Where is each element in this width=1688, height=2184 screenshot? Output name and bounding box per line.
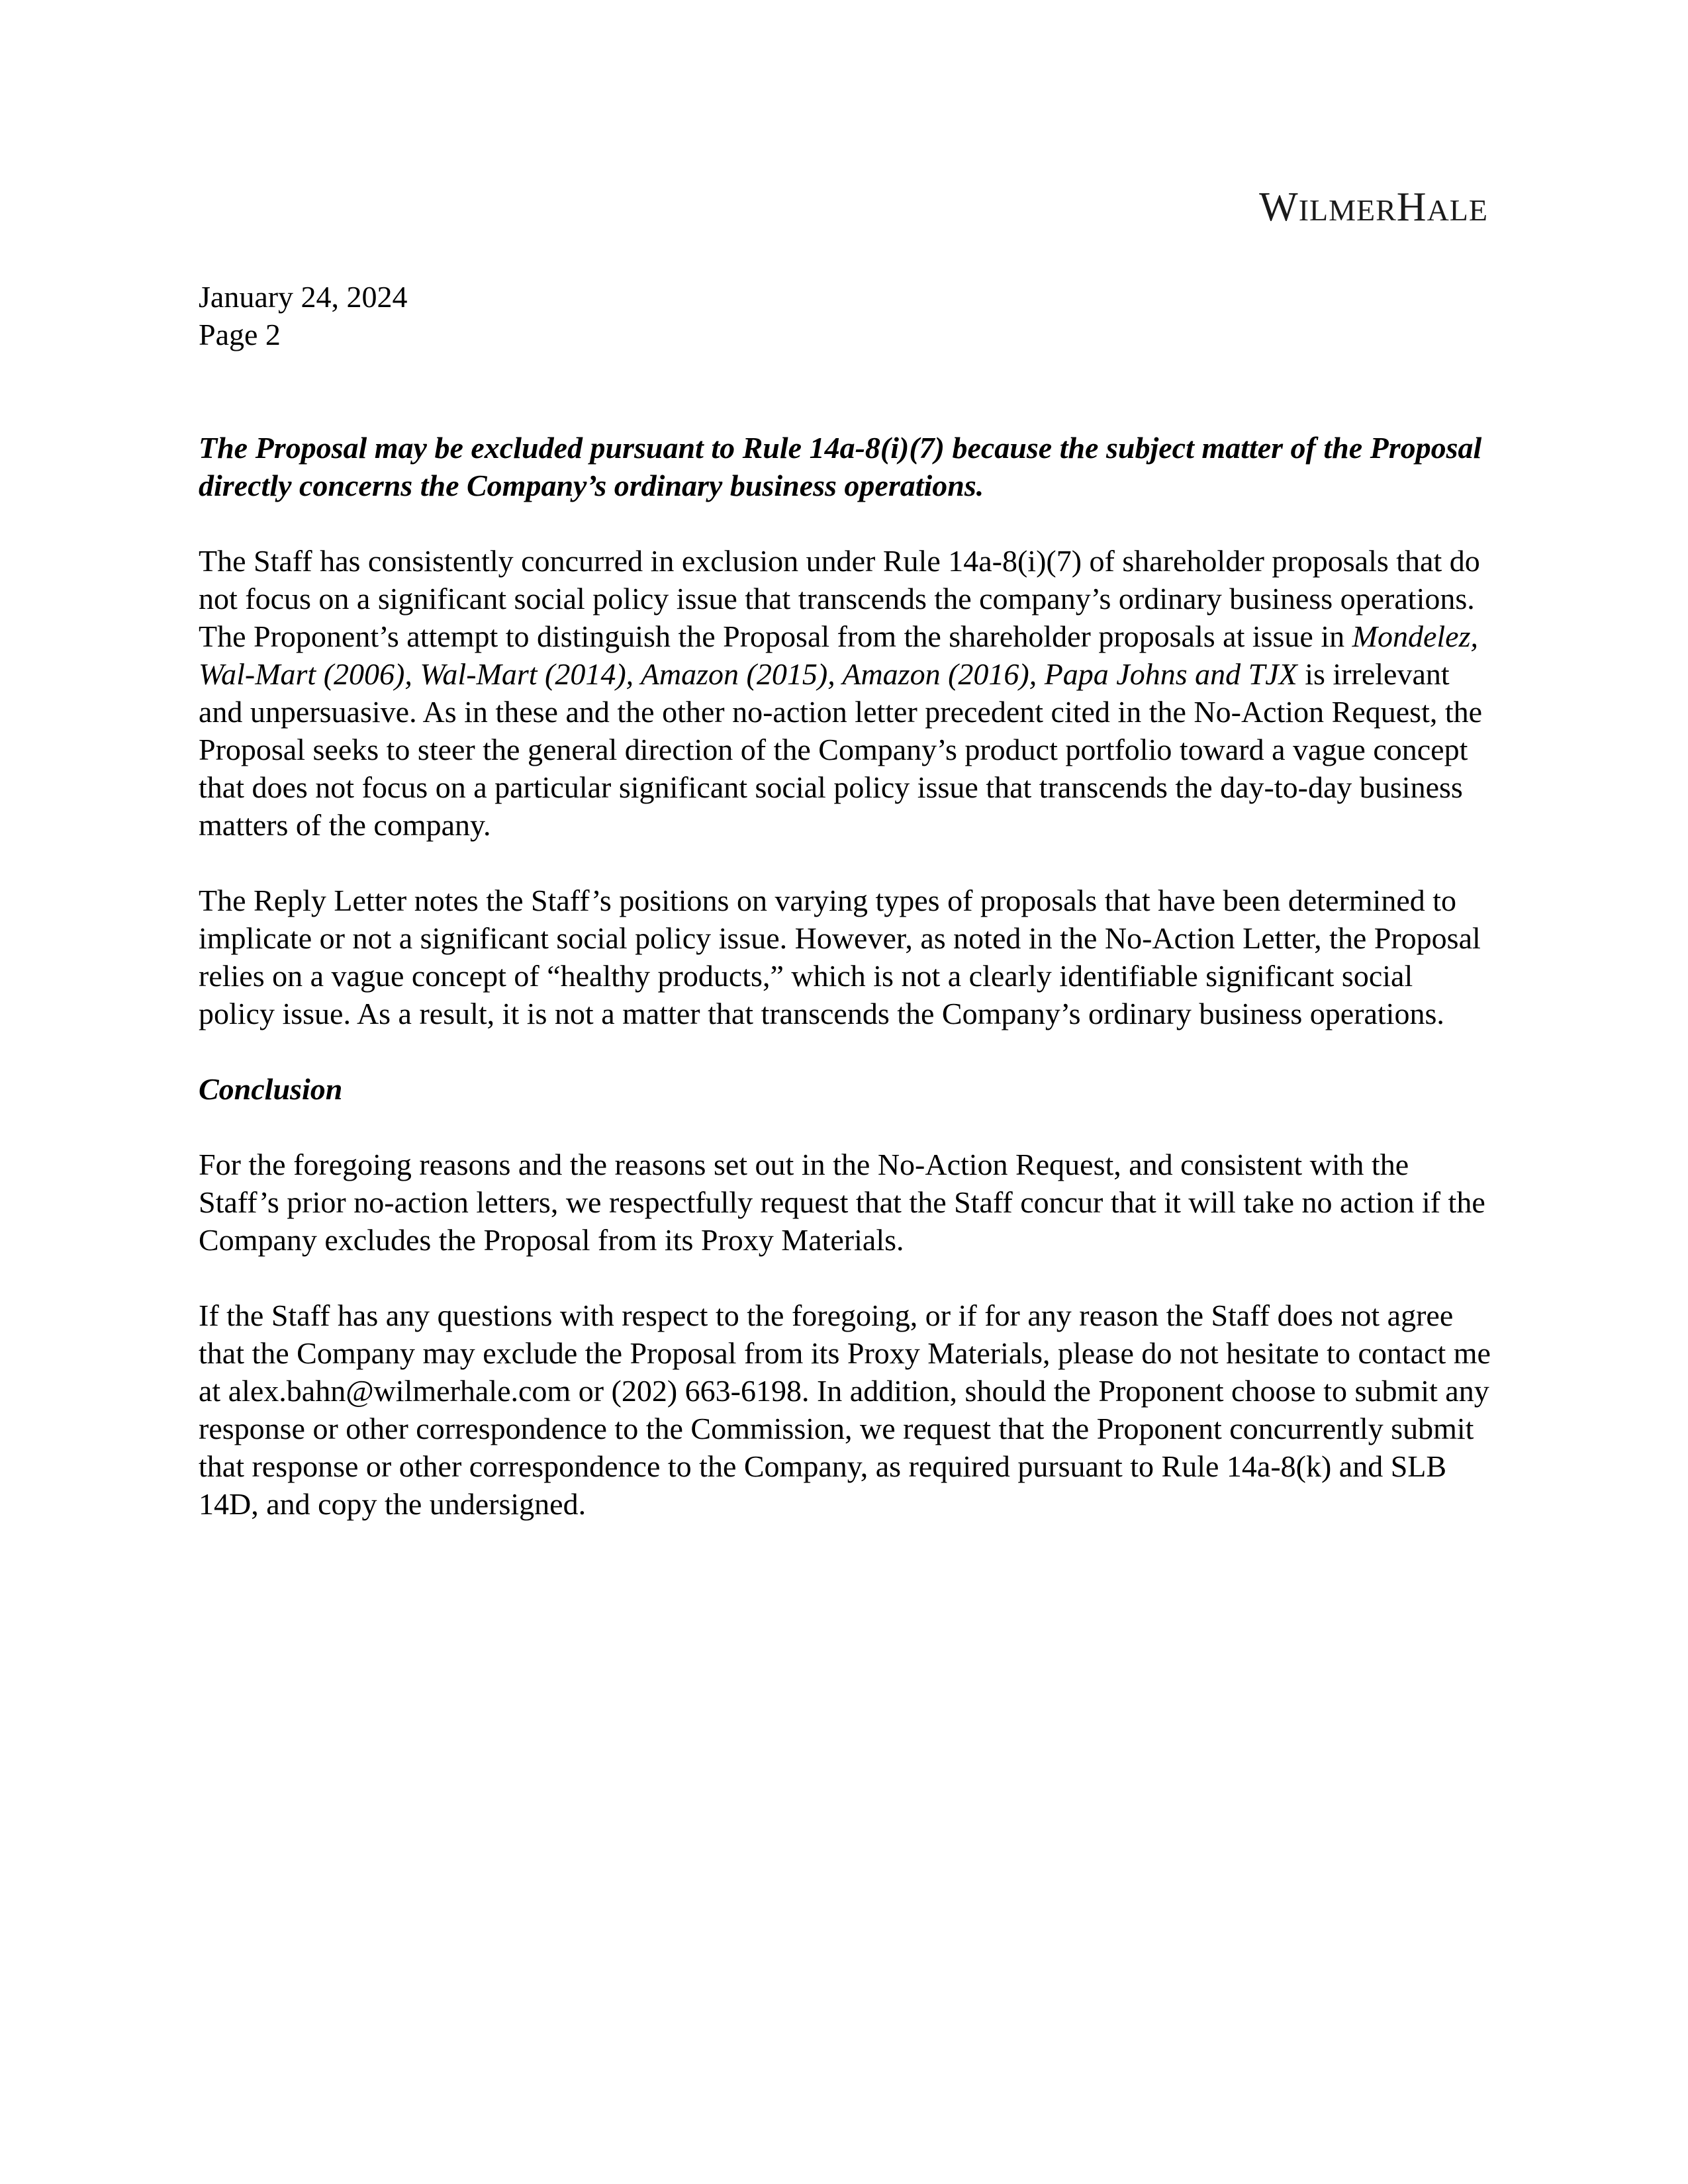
paragraph-staff-concurrence xyxy=(199,542,1496,844)
logo-letters-ale: ALE xyxy=(1427,193,1488,227)
paragraph-staff-concurrence-text-b: is irrelevant and unpersuasive. As in these and the other no-action letter precedent cited in the No-Action Request, the Proposal seeks to steer the general direction of the Company’s product portfolio toward a vague concept that does not focus on a particular significant social policy issue that transcends the day-to-day business matters of the company. xyxy=(199,657,1483,842)
case-citations: Mondelez, Wal-Mart (2006), Wal-Mart (2014), Amazon (2015), Amazon (2016), Papa Johns and TJX xyxy=(199,619,1478,691)
wilmerhale-logo xyxy=(1259,187,1488,228)
paragraph-reply-letter: The Reply Letter notes the Staff’s positions on varying types of proposals that have been determined to implicate or not a significant social policy issue. However, as noted in the No-Action Letter, the Proposal relies on a vague concept of “healthy products,” which is not a clearly identifiable significant social policy issue. As a result, it is not a matter that transcends the Company’s ordinary business operations. xyxy=(199,884,1481,1030)
paragraph-staff-concurrence-text-a: The Staff has consistently concurred in exclusion under Rule 14a-8(i)(7) of shareholder proposals that do not focus on a significant social policy issue that transcends the company’s ordinary business operations. The Proponent’s attempt to distinguish the Proposal from the shareholder proposals at issue in xyxy=(199,544,1480,653)
letter-header xyxy=(199,278,408,353)
logo-letter-w: W xyxy=(1259,185,1299,230)
paragraph-conclusion-request: For the foregoing reasons and the reasons set out in the No-Action Request, and consistent with the Staff’s prior no-action letters, we respectfully request that the Staff concur that it will take no action if the Company excludes the Proposal from its Proxy Materials. xyxy=(199,1148,1485,1257)
section-heading-ordinary-business: The Proposal may be excluded pursuant to Rule 14a-8(i)(7) because the subject matter of the Proposal directly concerns the Company’s ordinary business operations. xyxy=(199,431,1482,502)
page-number: Page 2 xyxy=(199,318,281,351)
section-heading-conclusion: Conclusion xyxy=(199,1072,343,1106)
paragraph-contact-info: If the Staff has any questions with respect to the foregoing, or if for any reason the Staff does not agree that the Company may exclude the Proposal from its Proxy Materials, please do not hesitate to contact me at alex.bahn@wilmerhale.com or (202) 663-6198. In addition, should the Proponent choose to submit any response or other correspondence to the Commission, we request that the Proponent concurrently submit that response or other correspondence to the Company, as required pursuant to Rule 14a-8(k) and SLB 14D, and copy the undersigned. xyxy=(199,1298,1491,1521)
letter-date: January 24, 2024 xyxy=(199,280,408,314)
logo-letters-ilmer: ILMER xyxy=(1298,193,1397,227)
logo-letter-h: H xyxy=(1396,185,1427,230)
letter-body xyxy=(199,429,1496,1561)
